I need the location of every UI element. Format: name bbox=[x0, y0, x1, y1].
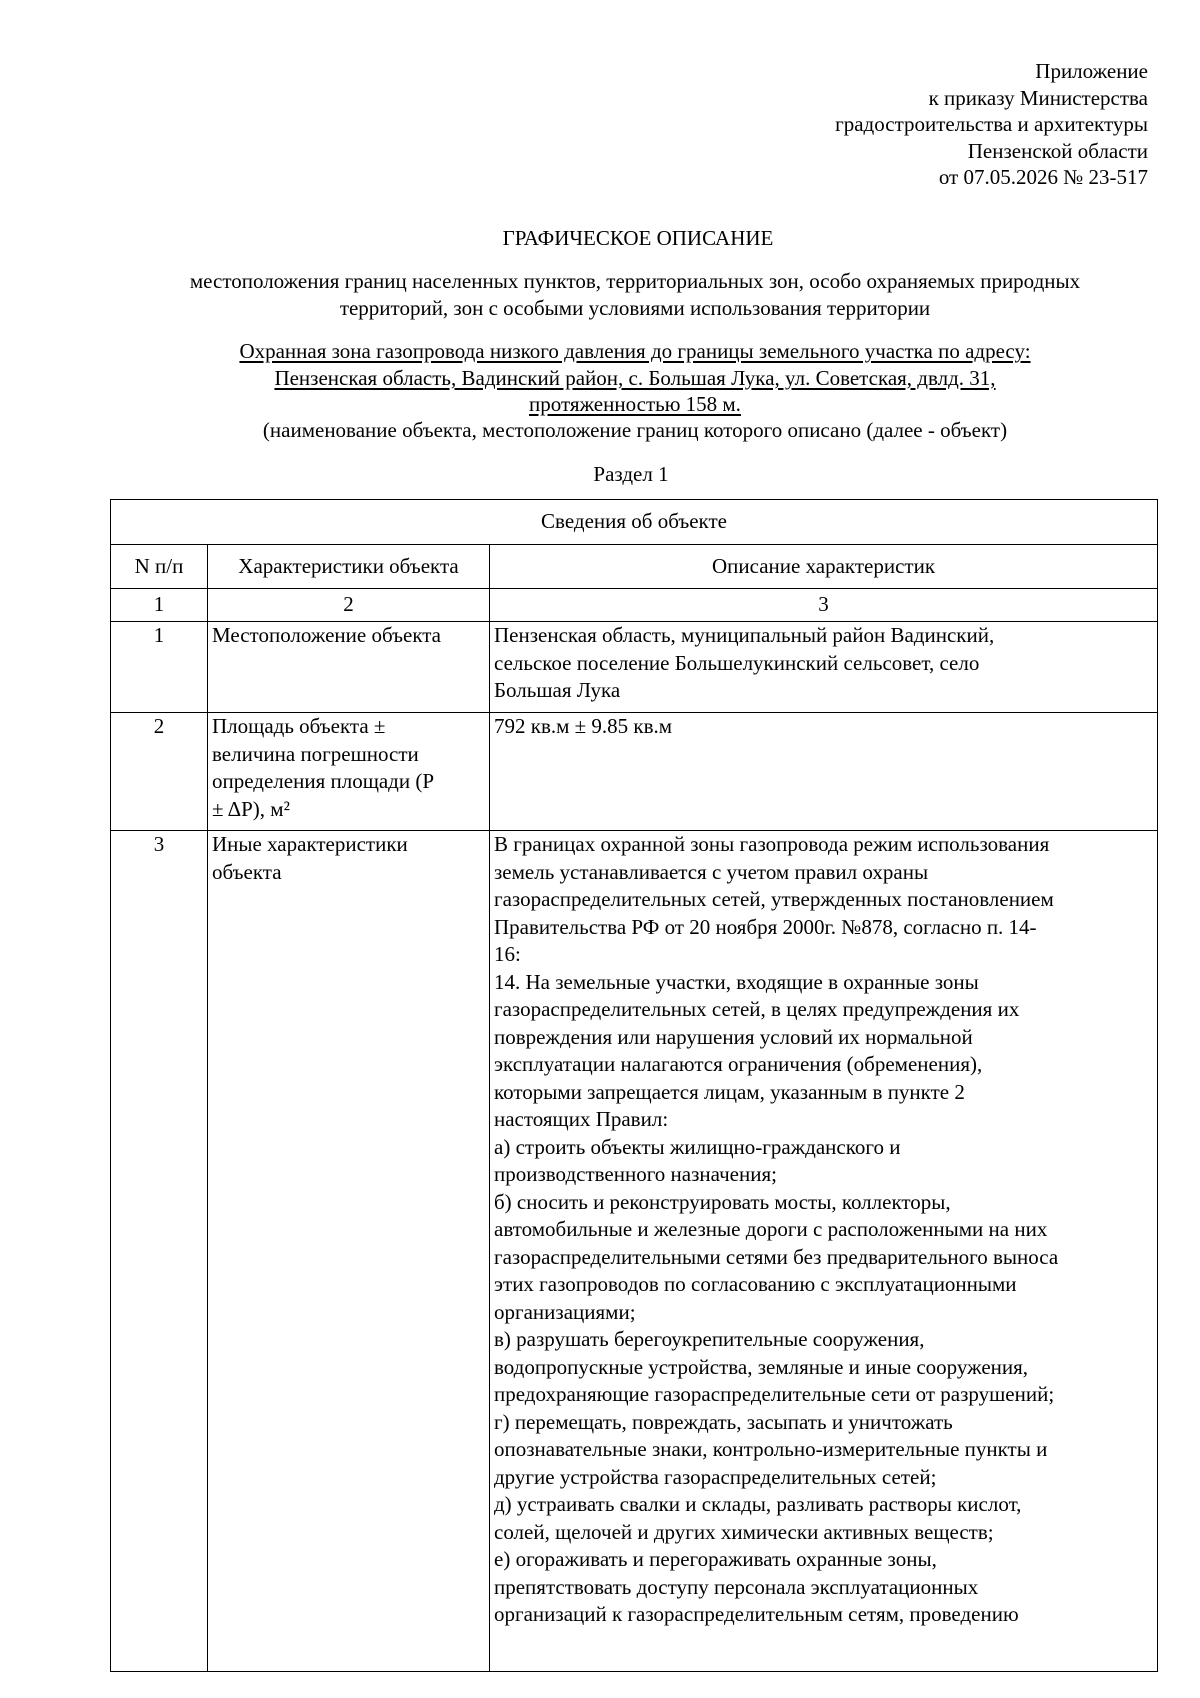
row-characteristic bbox=[208, 713, 490, 831]
description-line: земель устанавливается с учетом правил охраны bbox=[494, 859, 929, 884]
description-line: 16: bbox=[494, 942, 521, 966]
description-line: повреждения или нарушения условий их нормальной bbox=[494, 1024, 973, 1049]
object-name-line: протяженностью 158 м. bbox=[529, 392, 741, 416]
appendix-line: градостроительства и архитектуры bbox=[835, 112, 1148, 136]
table-header-row bbox=[111, 545, 1158, 589]
column-number: 3 bbox=[490, 589, 1158, 622]
object-name bbox=[110, 338, 1160, 418]
description-line: солей, щелочей и других химически активных веществ; bbox=[494, 1519, 994, 1544]
row-number: 1 bbox=[111, 622, 208, 713]
row-description bbox=[490, 622, 1158, 713]
row-number: 2 bbox=[111, 713, 208, 831]
column-number: 1 bbox=[111, 589, 208, 622]
description-line: другие устройства газораспределительных сетей; bbox=[494, 1464, 937, 1489]
object-info-table bbox=[110, 499, 1158, 1672]
appendix-order-date: от 07.05.2026 № 23-517 bbox=[938, 165, 1148, 189]
description-line: б) сносить и реконструировать мосты, коллекторы, bbox=[494, 1189, 951, 1214]
description-line: которыми запрещается лицам, указанным в пункте 2 bbox=[494, 1079, 965, 1104]
table-row bbox=[111, 831, 1158, 1672]
header-description: Описание характеристик bbox=[490, 545, 1158, 589]
description-line: сельское поселение Большелукинский сельсовет, село bbox=[494, 650, 980, 675]
header-number: N п/п bbox=[111, 545, 208, 589]
object-name-line: Охранная зона газопровода низкого давления до границы земельного участка по адресу: bbox=[239, 339, 1031, 363]
characteristic-line: объекта bbox=[212, 859, 282, 884]
subtitle-line: территорий, зон с особыми условиями использования территории bbox=[339, 295, 931, 320]
description-line: газораспределительных сетей, утвержденных постановлением bbox=[494, 887, 1054, 911]
characteristic-line: определения площади (P bbox=[212, 769, 435, 793]
row-characteristic: Местоположение объекта bbox=[208, 622, 490, 713]
description-line: д) устраивать свалки и склады, разливать растворы кислот, bbox=[494, 1492, 1022, 1516]
subtitle-line: местоположения границ населенных пунктов, территориальных зон, особо охраняемых природных bbox=[189, 269, 1081, 293]
table-caption: Сведения об объекте bbox=[111, 500, 1158, 545]
description-line: препятствовать доступу персонала эксплуатационных bbox=[494, 1574, 979, 1599]
document-subtitle bbox=[110, 268, 1160, 321]
description-line: организациями; bbox=[494, 1299, 636, 1324]
column-number: 2 bbox=[208, 589, 490, 622]
object-caption: (наименование объекта, местоположение границ которого описано (далее - объект) bbox=[262, 418, 1008, 442]
table-column-numbers-row bbox=[111, 589, 1158, 622]
row-description bbox=[490, 831, 1158, 1672]
table-row bbox=[111, 713, 1158, 831]
description-line: а) строить объекты жилищно-гражданского и bbox=[494, 1134, 901, 1159]
characteristic-line: величина погрешности bbox=[212, 741, 419, 766]
appendix-block bbox=[835, 58, 1148, 191]
row-description bbox=[490, 713, 1158, 831]
description-line: водопропускные устройства, земляные и иные сооружения, bbox=[494, 1354, 1029, 1379]
description-line: опознавательные знаки, контрольно-измерительные пункты и bbox=[494, 1437, 1048, 1461]
description-line: автомобильные и железные дороги с расположенными на них bbox=[494, 1217, 1048, 1241]
description-line: производственного назначения; bbox=[494, 1162, 777, 1186]
appendix-line: к приказу Министерства bbox=[928, 85, 1148, 110]
description-line: организаций к газораспределительным сетям, проведению bbox=[494, 1602, 1019, 1626]
description-line: г) перемещать, повреждать, засыпать и уничтожать bbox=[494, 1409, 953, 1434]
description-line: Большая Лука bbox=[494, 678, 621, 702]
description-line: е) огораживать и перегораживать охранные зоны, bbox=[494, 1547, 937, 1571]
description-line: настоящих Правил: bbox=[494, 1107, 669, 1131]
description-line: 792 кв.м ± 9.85 кв.м bbox=[494, 714, 673, 738]
table-caption-row bbox=[111, 500, 1158, 545]
description-line: В границах охранной зоны газопровода режим использования bbox=[494, 832, 1050, 856]
description-line: этих газопроводов по согласованию с эксплуатационными bbox=[494, 1272, 1017, 1296]
table-row bbox=[111, 622, 1158, 713]
description-line: предохраняющие газораспределительные сети от разрушений; bbox=[494, 1382, 1055, 1406]
appendix-line: Пензенской области bbox=[967, 138, 1148, 163]
characteristic-line: Иные характеристики bbox=[212, 832, 408, 856]
document-title: ГРАФИЧЕСКОЕ ОПИСАНИЕ bbox=[502, 226, 774, 250]
description-line: 14. На земельные участки, входящие в охранные зоны bbox=[494, 969, 979, 994]
object-name-line: Пензенская область, Вадинский район, с. Большая Лука, ул. Советская, двлд. 31, bbox=[274, 365, 996, 390]
header-characteristic: Характеристики объекта bbox=[208, 545, 490, 589]
description-line: Пензенская область, муниципальный район Вадинский, bbox=[494, 623, 995, 647]
description-line: Правительства РФ от 20 ноября 2000г. №878, согласно п. 14- bbox=[494, 914, 1037, 939]
characteristic-line: ± ΔP), м² bbox=[212, 796, 290, 821]
description-line: газораспределительных сетей, в целях предупреждения их bbox=[494, 997, 1020, 1021]
appendix-line: Приложение bbox=[1035, 59, 1148, 83]
description-line: газораспределительными сетями без предварительного выноса bbox=[494, 1244, 1059, 1269]
description-line: эксплуатации налагаются ограничения (обременения), bbox=[494, 1052, 983, 1076]
row-characteristic bbox=[208, 831, 490, 1672]
section-label: Раздел 1 bbox=[593, 462, 669, 486]
characteristic-line: Площадь объекта ± bbox=[212, 714, 386, 738]
description-line: в) разрушать берегоукрепительные сооружения, bbox=[494, 1327, 925, 1351]
row-number: 3 bbox=[111, 831, 208, 1672]
